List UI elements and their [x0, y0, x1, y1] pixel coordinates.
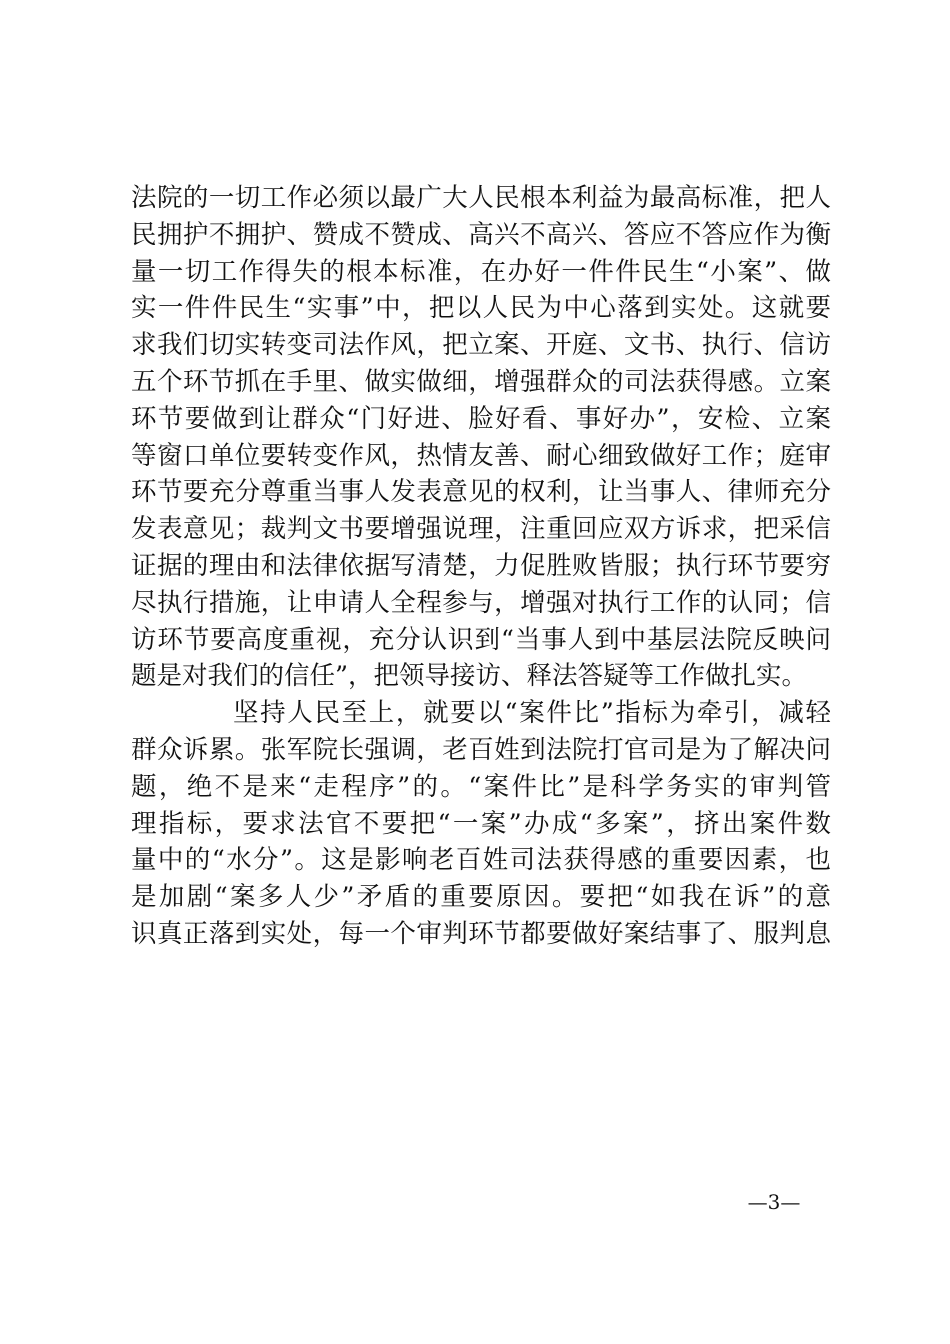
text-line: 尽执行措施，让申请人全程参与，增强对执行工作的认同；信	[131, 587, 831, 618]
text-line: 证据的理由和法律依据写清楚，力促胜败皆服；执行环节要穷	[131, 550, 831, 581]
page-number: —3—	[747, 1190, 801, 1214]
text-line: 题，绝不是来“走程序”的。“案件比”是科学务实的审判管	[131, 771, 831, 802]
text-line: 理指标，要求法官不要把“一案”办成“多案”，挤出案件数	[131, 808, 831, 839]
text-line: 求我们切实转变司法作风，把立案、开庭、文书、执行、信访	[131, 330, 831, 361]
text-line: 是加剧“案多人少”矛盾的重要原因。要把“如我在诉”的意	[131, 882, 831, 913]
paragraph-2	[131, 695, 831, 953]
text-line: 等窗口单位要转变作风，热情友善、耐心细致做好工作；庭审	[131, 440, 831, 471]
text-line: 群众诉累。张军院长强调，老百姓到法院打官司是为了解决问	[131, 734, 831, 765]
text-line: 环节要做到让群众“门好进、脸好看、事好办”，安检、立案	[131, 403, 831, 434]
text-line: 识真正落到实处，每一个审判环节都要做好案结事了、服判息	[131, 918, 831, 949]
text-line: 五个环节抓在手里、做实做细，增强群众的司法获得感。立案	[131, 366, 831, 397]
text-line: 量一切工作得失的根本标准，在办好一件件民生“小案”、做	[131, 256, 831, 287]
text-line: 访环节要高度重视，充分认识到“当事人到中基层法院反映问	[131, 624, 831, 655]
text-line: 法院的一切工作必须以最广大人民根本利益为最高标准，把人	[131, 183, 831, 213]
text-line: 量中的“水分”。这是影响老百姓司法获得感的重要因素，也	[131, 845, 831, 876]
body-text	[131, 180, 831, 953]
paragraph-1	[131, 180, 831, 695]
text-line: 题是对我们的信任”，把领导接访、释法答疑等工作做扎实。	[131, 661, 808, 692]
text-line: 发表意见；裁判文书要增强说理，注重回应双方诉求，把采信	[131, 514, 831, 545]
text-line: 实一件件民生“实事”中，把以人民为中心落到实处。这就要	[131, 293, 831, 324]
text-line: 民拥护不拥护、赞成不赞成、高兴不高兴、答应不答应作为衡	[131, 219, 831, 250]
text-line: 环节要充分尊重当事人发表意见的权利，让当事人、律师充分	[131, 477, 831, 508]
text-line: 坚持人民至上，就要以“案件比”指标为牵引，减轻	[233, 698, 831, 729]
